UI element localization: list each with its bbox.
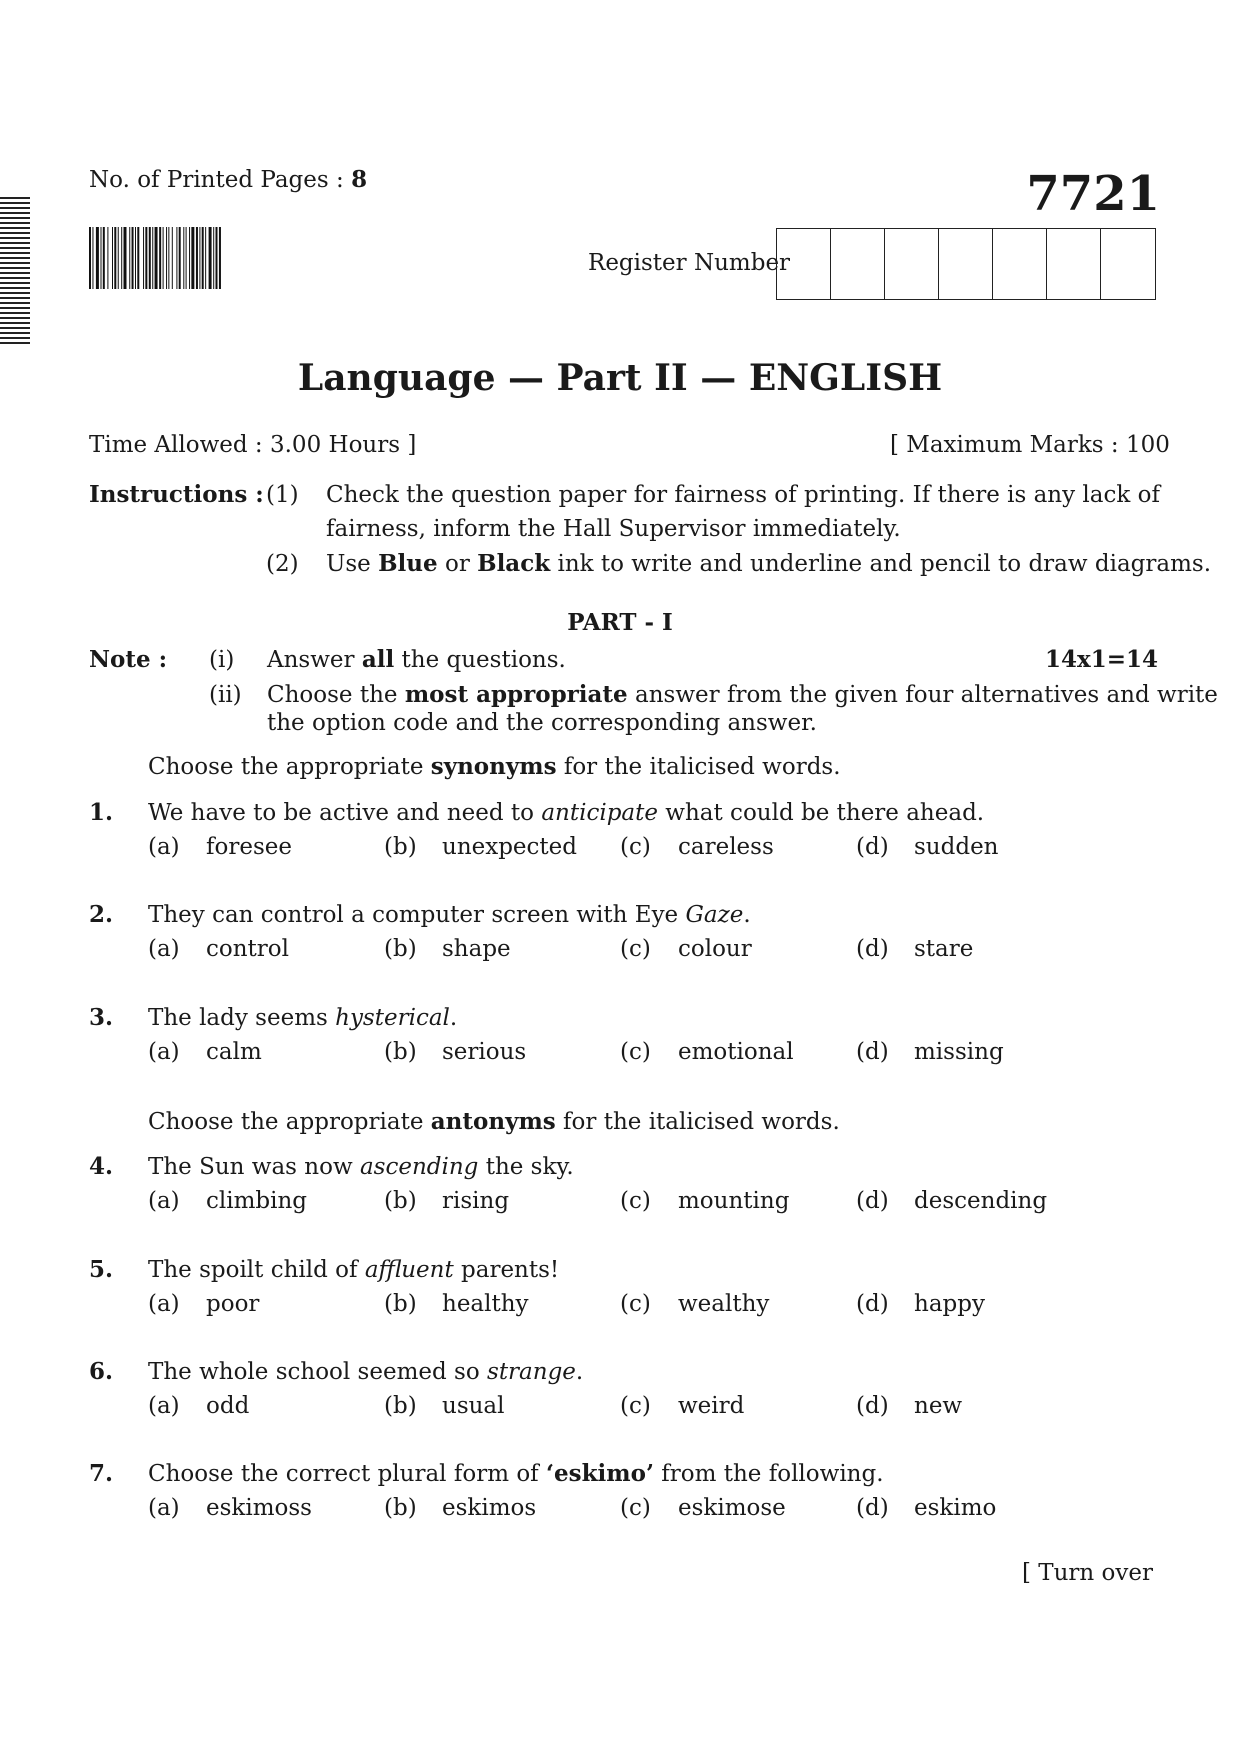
register-box[interactable] [939, 229, 993, 299]
question-stem: The spoilt child of affluent parents! [148, 1257, 560, 1283]
option-code: (d) [856, 1291, 889, 1317]
option-code: (b) [384, 1039, 417, 1065]
option-code: (a) [148, 1039, 180, 1065]
question-stem: We have to be active and need to anticipate what could be there ahead. [148, 800, 985, 826]
barcode-bar [205, 227, 206, 289]
barcode-bar [89, 227, 91, 289]
option-code: (a) [148, 1291, 180, 1317]
option-text: sudden [914, 834, 999, 860]
option-text: rising [442, 1188, 510, 1214]
question-stem: Choose the correct plural form of ‘eskimo’ from the following. [148, 1460, 884, 1487]
barcode-bar [152, 227, 153, 289]
register-number-boxes [776, 228, 1156, 300]
barcode-bar [143, 227, 144, 289]
register-box[interactable] [777, 229, 831, 299]
option-text: eskimo [914, 1495, 997, 1521]
maximum-marks: [ Maximum Marks : 100 [890, 432, 1170, 458]
paper-code: 7721 [1026, 166, 1160, 222]
barcode-bar [145, 227, 147, 289]
register-box[interactable] [831, 229, 885, 299]
instruction-1-number: (1) [266, 482, 299, 508]
bold-word: ‘eskimo’ [546, 1460, 654, 1487]
option-code: (b) [384, 936, 417, 962]
instruction-2-text: Use Blue or Black ink to write and underline and pencil to draw diagrams. [326, 550, 1212, 577]
barcode-bar [121, 227, 122, 289]
option-code: (a) [148, 936, 180, 962]
option-text: control [206, 936, 289, 962]
barcode-bar [129, 227, 130, 289]
option-text: calm [206, 1039, 262, 1065]
barcode-bar [186, 227, 187, 289]
option-code: (c) [620, 1039, 651, 1065]
option-text: stare [914, 936, 974, 962]
section-antonyms: Choose the appropriate antonyms for the italicised words. [148, 1108, 840, 1135]
question-number: 6. [89, 1358, 114, 1385]
option-code: (c) [620, 936, 651, 962]
italicised-word: anticipate [541, 800, 658, 826]
italicised-word: ascending [359, 1154, 479, 1180]
question-stem: They can control a computer screen with Eye Gaze. [148, 902, 751, 928]
register-box[interactable] [1047, 229, 1101, 299]
barcode-bar [132, 227, 134, 289]
option-text: foresee [206, 834, 292, 860]
barcode-bar [114, 227, 116, 289]
note-1-text: Answer all the questions. [267, 646, 566, 673]
register-box[interactable] [885, 229, 939, 299]
barcode-bar [191, 227, 194, 289]
option-text: shape [442, 936, 511, 962]
barcode-bar [189, 227, 190, 289]
option-code: (b) [384, 834, 417, 860]
note-2-text: Choose the most appropriate answer from the given four alternatives and write [267, 681, 1218, 708]
barcode-bar [196, 227, 198, 289]
barcode [89, 227, 292, 289]
option-code: (d) [856, 834, 889, 860]
barcode-bar [103, 227, 105, 289]
barcode-bar [172, 227, 173, 289]
option-text: poor [206, 1291, 260, 1317]
instruction-2-number: (2) [266, 551, 299, 577]
option-code: (d) [856, 1393, 889, 1419]
option-text: eskimoss [206, 1495, 312, 1521]
barcode-bar [202, 227, 204, 289]
note-label: Note : [89, 646, 168, 673]
option-code: (c) [620, 1291, 651, 1317]
register-box[interactable] [1101, 229, 1155, 299]
question-stem: The lady seems hysterical. [148, 1005, 458, 1031]
barcode-bar [112, 227, 113, 289]
register-number-label: Register Number [588, 250, 791, 276]
instruction-1-line2: fairness, inform the Hall Supervisor immediately. [326, 516, 901, 542]
barcode-bar [163, 227, 164, 289]
option-code: (c) [620, 1495, 651, 1521]
option-text: emotional [678, 1039, 794, 1065]
option-code: (d) [856, 936, 889, 962]
barcode-bar [101, 227, 102, 289]
instructions-label: Instructions : [89, 481, 264, 508]
note-2-line2: the option code and the corresponding answer. [267, 710, 817, 736]
question-stem: The whole school seemed so strange. [148, 1359, 584, 1385]
note-2-number: (ii) [209, 682, 242, 708]
part-heading: PART - I [567, 609, 673, 636]
barcode-bar [219, 227, 221, 289]
option-text: careless [678, 834, 774, 860]
barcode-bar [135, 227, 136, 289]
option-code: (d) [856, 1039, 889, 1065]
note-1-number: (i) [209, 647, 235, 673]
option-code: (c) [620, 1393, 651, 1419]
barcode-bar [216, 227, 218, 289]
option-code: (a) [148, 1495, 180, 1521]
printed-pages: No. of Printed Pages : 8 [89, 166, 368, 193]
option-code: (b) [384, 1291, 417, 1317]
italicised-word: affluent [364, 1257, 454, 1283]
barcode-bar [118, 227, 119, 289]
instruction-1-line1: Check the question paper for fairness of printing. If there is any lack of [326, 482, 1160, 508]
barcode-bar [199, 227, 200, 289]
option-text: happy [914, 1291, 985, 1317]
question-stem: The Sun was now ascending the sky. [148, 1154, 574, 1180]
option-text: descending [914, 1188, 1048, 1214]
option-code: (b) [384, 1393, 417, 1419]
question-number: 7. [89, 1460, 114, 1487]
barcode-bar [96, 227, 99, 289]
barcode-bar [176, 227, 177, 289]
option-text: eskimos [442, 1495, 537, 1521]
option-code: (c) [620, 1188, 651, 1214]
barcode-bar [168, 227, 169, 289]
barcode-bar [166, 227, 167, 289]
option-text: usual [442, 1393, 505, 1419]
option-text: healthy [442, 1291, 529, 1317]
printed-pages-count: 8 [351, 166, 368, 193]
option-text: eskimose [678, 1495, 786, 1521]
part-marks: 14x1=14 [1044, 646, 1158, 673]
option-code: (a) [148, 1393, 180, 1419]
option-code: (b) [384, 1188, 417, 1214]
option-text: odd [206, 1393, 250, 1419]
barcode-bar [213, 227, 214, 289]
barcode-bar [155, 227, 158, 289]
question-number: 5. [89, 1256, 114, 1283]
option-code: (b) [384, 1495, 417, 1521]
barcode-bar [107, 227, 108, 289]
option-text: new [914, 1393, 963, 1419]
option-text: weird [678, 1393, 745, 1419]
question-number: 4. [89, 1153, 114, 1180]
italicised-word: hysterical [335, 1005, 450, 1031]
barcode-bar [183, 227, 184, 289]
question-number: 1. [89, 799, 114, 826]
paper-title: Language — Part II — ENGLISH [297, 357, 943, 399]
barcode-bar [92, 227, 93, 289]
time-allowed: Time Allowed : 3.00 Hours ] [89, 432, 417, 458]
turn-over: [ Turn over [1021, 1560, 1153, 1586]
option-text: colour [678, 936, 752, 962]
barcode-bar [137, 227, 139, 289]
option-text: wealthy [678, 1291, 770, 1317]
italicised-word: Gaze [685, 902, 744, 928]
barcode-bar [209, 227, 212, 289]
option-text: missing [914, 1039, 1004, 1065]
question-number: 3. [89, 1004, 114, 1031]
register-box[interactable] [993, 229, 1047, 299]
section-synonyms: Choose the appropriate synonyms for the italicised words. [148, 753, 841, 780]
barcode-bar [149, 227, 151, 289]
option-code: (a) [148, 1188, 180, 1214]
question-number: 2. [89, 901, 114, 928]
margin-barcode [0, 197, 30, 345]
option-code: (d) [856, 1188, 889, 1214]
option-code: (c) [620, 834, 651, 860]
barcode-bar [179, 227, 181, 289]
barcode-bar [124, 227, 127, 289]
option-text: climbing [206, 1188, 308, 1214]
option-code: (a) [148, 834, 180, 860]
option-text: unexpected [442, 834, 578, 860]
barcode-bar [159, 227, 161, 289]
italicised-word: strange [487, 1359, 576, 1385]
option-code: (d) [856, 1495, 889, 1521]
option-text: mounting [678, 1188, 790, 1214]
option-text: serious [442, 1039, 527, 1065]
